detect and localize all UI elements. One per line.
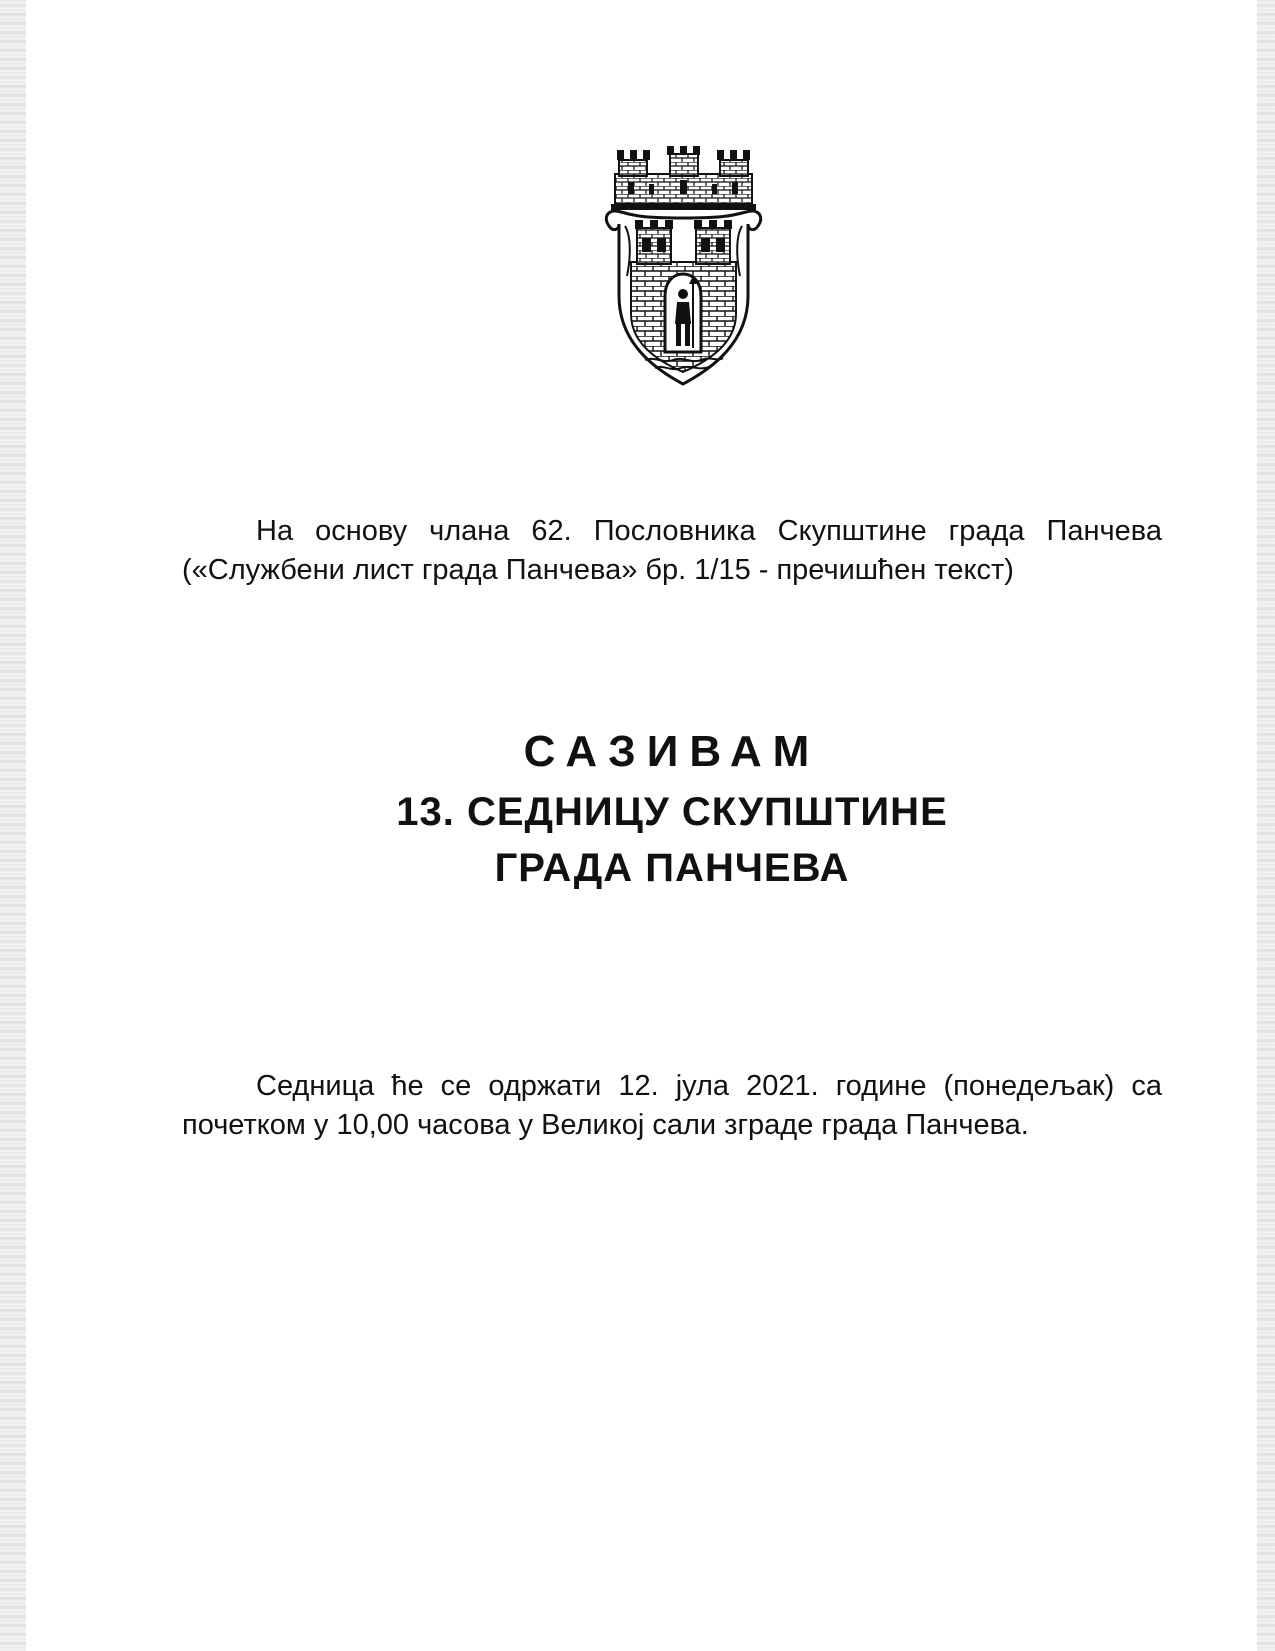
document-page bbox=[26, 0, 1257, 1651]
heading-session-number: 13. СЕДНИЦУ СКУПШТИНЕ bbox=[396, 790, 948, 834]
heading-city-name: ГРАДА ПАНЧЕВА bbox=[494, 846, 850, 890]
session-paragraph bbox=[182, 1067, 1162, 1145]
intro-paragraph bbox=[182, 512, 1162, 590]
session-paragraph-text: Седница ће се одржати 12. јула 2021. године (понедељак) са почетком у 10,00 часова у Великој сали зграде града Панчева. bbox=[182, 1070, 1162, 1141]
scan-edge-right bbox=[1257, 0, 1275, 1651]
city-coat-of-arms-icon bbox=[601, 146, 766, 396]
scan-edge-left bbox=[0, 0, 26, 1651]
heading-convene: САЗИВАМ bbox=[523, 727, 821, 776]
intro-paragraph-text: На основу члана 62. Пословника Скупштине града Панчева («Службени лист града Панчева» бр. 1/15 - пречишћен текст) bbox=[182, 515, 1162, 586]
